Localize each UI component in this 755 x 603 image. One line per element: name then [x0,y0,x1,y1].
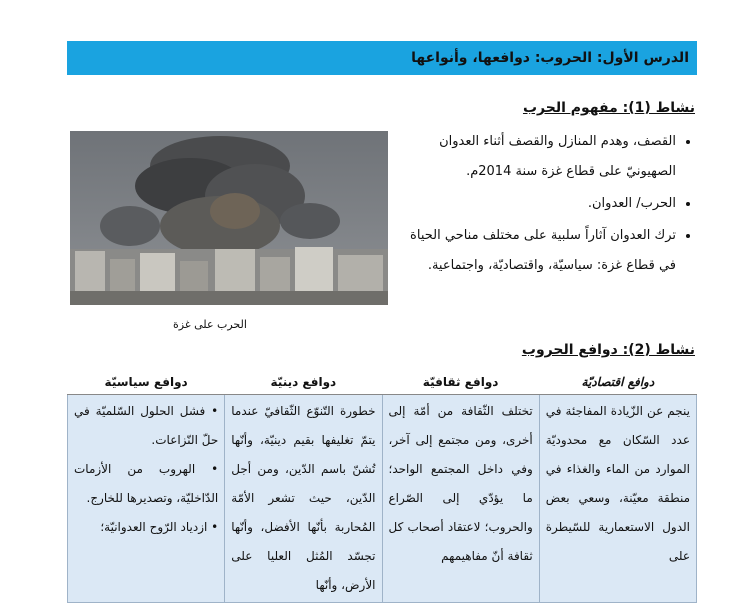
table-row [68,395,697,603]
table-header-row [68,370,697,395]
war-photo [70,131,388,305]
list-item: • الحرب/ العدوان. [400,189,676,219]
column-header-economic: دوافع اقتصاديّة [539,370,696,395]
economic-motives-cell [539,395,696,603]
image-caption: الحرب على غزة [173,318,247,331]
cultural-motives-cell [382,395,539,603]
war-motives-table [67,370,697,603]
political-motives-cell [68,395,225,603]
lesson-title-banner [67,41,697,75]
cell-text: تختلف الثّقافة من أمّة إلى أخرى، ومن مجتمع إلى آخر، وفي داخل المجتمع الواحد؛ ما يؤدّي إلى الصّراع والحروب؛ لاعتقاد أصحاب كل ثقافة أنّ مفاهيمهم [388,404,533,563]
smoke-scene-image [70,131,388,305]
cell-text: • ازدياد الرّوح العدوانيّة؛ [100,520,219,534]
list-item: • ترك العدوان آثاراً سلبية على مختلف مناحي الحياة في قطاع غزة: سياسيّة، واقتصاديّة، واجتماعية. [400,221,676,281]
column-header-cultural: دوافع ثقافيّة [382,370,539,395]
cell-text: • الهروب من الأزمات الدّاخليّة، وتصديرها للخارج. [74,462,219,505]
activity1-heading: نشاط (1): مفهوم الحرب [522,100,695,116]
list-item: • القصف، وهدم المنازل والقصف أثناء العدوان الصهيونيّ على قطاع غزة سنة 2014م. [400,127,676,187]
cell-text: ينجم عن الزّيادة المفاجئة في عدد السّكان مع محدوديّة الموارد من الماء والغذاء في منطقة معيّنة، وسعي بعض الدول الاستعمارية للسّيطرة على [545,404,690,563]
activity2-heading: نشاط (2): دوافع الحروب [521,342,695,358]
column-header-religious: دوافع دينيّة [225,370,382,395]
column-header-political: دوافع سياسيّة [68,370,225,395]
activity1-bullet-list [400,127,698,283]
religious-motives-cell [225,395,382,603]
cell-text: • فشل الحلول السّلميّة في حلّ النّزاعات. [74,404,219,447]
lesson-title: الدرس الأول: الحروب: دوافعها، وأنواعها [411,50,689,66]
cell-text: خطورة التّنوّع الثّقافيّ عندما يتمّ تغليفها بقيم دينيّة، وأنّها تُشنّ باسم الدّين، ومن أجل الدّين، حيث تشعر الأمّة المُحاربة بأنّها الأفضل، وأنّها تجسّد المُثل العليا على الأرض، وأنّها [231,404,376,592]
